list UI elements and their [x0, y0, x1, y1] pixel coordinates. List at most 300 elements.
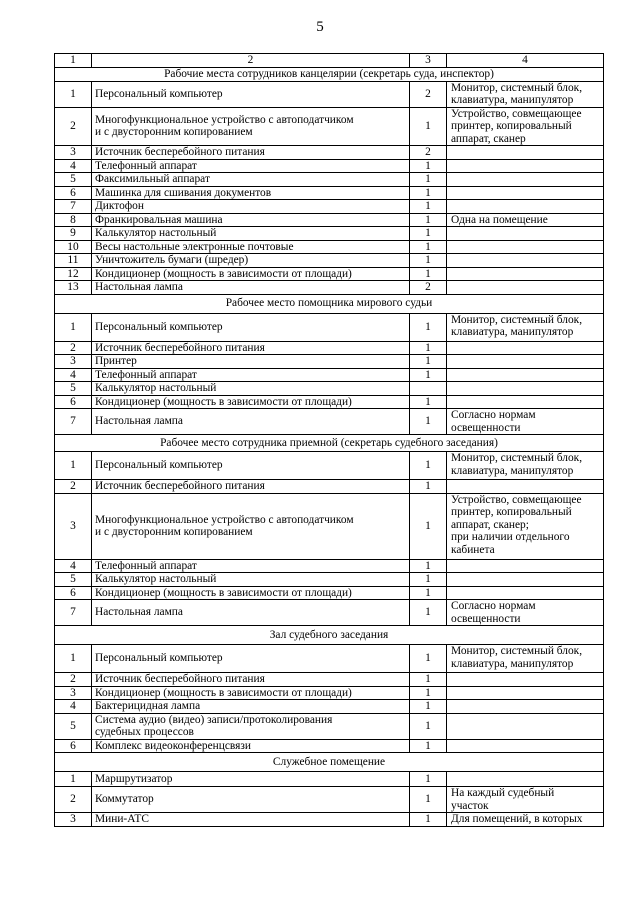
table-row: [55, 200, 604, 214]
row-number: [55, 341, 92, 355]
quantity: [410, 146, 447, 160]
note-text: Монитор, системный блок, клавиатура, манипулятор: [451, 645, 583, 670]
equipment-name: [92, 787, 410, 813]
note: [447, 772, 604, 787]
quantity-text: 1: [425, 320, 431, 333]
header-col-1: 1: [55, 54, 92, 68]
header-col-2: 2: [92, 54, 410, 68]
row-number: [55, 240, 92, 254]
quantity-text: 1: [425, 227, 431, 239]
equipment-name: [92, 146, 410, 160]
table-row: [55, 227, 604, 241]
row-number: [55, 146, 92, 160]
quantity: [410, 686, 447, 700]
note: [447, 600, 604, 626]
equipment-name-text: Кондиционер (мощность в зависимости от площади): [95, 586, 352, 599]
section-title-row: [55, 294, 604, 313]
row-number: [55, 281, 92, 295]
table-row: [55, 395, 604, 409]
row-number: [55, 382, 92, 396]
section-title: Зал судебного заседания: [55, 626, 604, 645]
equipment-name-text: Система аудио (видео) записи/протоколирования судебных процессов: [95, 713, 333, 738]
equipment-name: [92, 186, 410, 200]
equipment-name: [92, 382, 410, 396]
row-number-text: 1: [70, 87, 76, 100]
row-number-text: 3: [70, 355, 76, 367]
equipment-name-text: Телефонный аппарат: [95, 368, 197, 381]
row-number-text: 6: [70, 395, 76, 408]
quantity: [410, 267, 447, 281]
row-number-text: 3: [70, 686, 76, 699]
quantity: [410, 355, 447, 369]
equipment-name-text: Комплекс видеоконференцсвязи: [95, 739, 251, 752]
note: [447, 586, 604, 600]
equipment-name: [92, 713, 410, 739]
note: [447, 452, 604, 480]
row-number-text: 7: [70, 606, 76, 619]
equipment-name-text: Калькулятор настольный: [95, 227, 217, 239]
table-row: [55, 600, 604, 626]
equipment-name: [92, 227, 410, 241]
row-number: [55, 787, 92, 813]
equipment-name-text: Принтер: [95, 355, 137, 367]
table-row: [55, 645, 604, 673]
equipment-name: [92, 452, 410, 480]
table-row: [55, 355, 604, 369]
quantity: [410, 480, 447, 494]
quantity: [410, 200, 447, 214]
note: [447, 686, 604, 700]
equipment-name-text: Франкировальная машина: [95, 213, 223, 226]
row-number-text: 8: [70, 213, 76, 226]
note: [447, 173, 604, 187]
row-number-text: 5: [70, 173, 76, 185]
quantity: [410, 240, 447, 254]
quantity-text: 1: [425, 772, 431, 785]
note: [447, 200, 604, 214]
equipment-name-text: Настольная лампа: [95, 606, 183, 619]
section-title-row: [55, 753, 604, 772]
quantity: [410, 493, 447, 559]
row-number-text: 5: [70, 719, 76, 732]
quantity: [410, 586, 447, 600]
row-number: [55, 713, 92, 739]
equipment-name: [92, 240, 410, 254]
quantity-text: 1: [425, 186, 431, 199]
note: [447, 240, 604, 254]
section-title: Рабочие места сотрудников канцелярии (секретарь суда, инспектор): [55, 67, 604, 81]
quantity: [410, 739, 447, 753]
row-number: [55, 355, 92, 369]
quantity: [410, 227, 447, 241]
row-number-text: 2: [70, 673, 76, 685]
quantity: [410, 254, 447, 268]
row-number: [55, 493, 92, 559]
table-row: [55, 739, 604, 753]
quantity-text: 1: [425, 480, 431, 492]
note: [447, 186, 604, 200]
table-row: [55, 787, 604, 813]
quantity-text: 1: [425, 368, 431, 381]
table-row: [55, 559, 604, 573]
note-text: Согласно нормам освещенности: [451, 409, 536, 434]
equipment-name: [92, 480, 410, 494]
row-number: [55, 368, 92, 382]
equipment-name: [92, 355, 410, 369]
quantity-text: 1: [425, 793, 431, 806]
note: [447, 267, 604, 281]
row-number-text: 13: [67, 281, 79, 293]
equipment-name-text: Кондиционер (мощность в зависимости от площади): [95, 267, 352, 280]
quantity: [410, 600, 447, 626]
note: [447, 81, 604, 107]
quantity-text: 1: [425, 739, 431, 752]
equipment-name-text: Бактерицидная лампа: [95, 700, 201, 712]
quantity-text: 1: [425, 213, 431, 226]
equipment-name: [92, 645, 410, 673]
quantity-text: 1: [425, 240, 431, 253]
table-row: [55, 281, 604, 295]
row-number: [55, 559, 92, 573]
row-number: [55, 313, 92, 341]
note-text: На каждый судебный участок: [451, 787, 555, 812]
row-number-text: 7: [70, 200, 76, 212]
quantity: [410, 452, 447, 480]
note: [447, 213, 604, 227]
row-number-text: 3: [70, 146, 76, 158]
equipment-table: [54, 53, 604, 827]
page-number: 5: [316, 19, 324, 35]
row-number: [55, 452, 92, 480]
table-row: [55, 409, 604, 435]
note: [447, 382, 604, 396]
section-title: Рабочее место сотрудника приемной (секретарь судебного заседания): [55, 435, 604, 452]
row-number: [55, 107, 92, 146]
equipment-name: [92, 395, 410, 409]
equipment-name-text: Персональный компьютер: [95, 459, 223, 472]
quantity-text: 1: [425, 813, 431, 825]
quantity-text: 1: [425, 395, 431, 408]
row-number: [55, 227, 92, 241]
equipment-name-text: Источник бесперебойного питания: [95, 146, 265, 158]
equipment-name-text: Маршрутизатор: [95, 772, 173, 785]
equipment-name-text: Настольная лампа: [95, 281, 183, 293]
equipment-name: [92, 813, 410, 827]
quantity: [410, 645, 447, 673]
note-text: Устройство, совмещающее принтер, копировальный аппарат, сканер; при наличии отдельного кабинета: [451, 493, 582, 556]
row-number-text: 6: [70, 586, 76, 599]
equipment-name-text: Кондиционер (мощность в зависимости от площади): [95, 686, 352, 699]
row-number-text: 2: [70, 120, 76, 132]
row-number-text: 5: [70, 382, 76, 394]
equipment-name-text: Источник бесперебойного питания: [95, 673, 265, 685]
row-number-text: 1: [70, 772, 76, 785]
quantity-text: 1: [425, 673, 431, 685]
equipment-name-text: Калькулятор настольный: [95, 573, 217, 585]
equipment-name: [92, 159, 410, 173]
equipment-name-text: Телефонный аппарат: [95, 159, 197, 172]
header-col-4: 4: [447, 54, 604, 68]
table-row: [55, 700, 604, 714]
quantity: [410, 281, 447, 295]
table-row: [55, 713, 604, 739]
quantity: [410, 559, 447, 573]
table-row: [55, 586, 604, 600]
table-row: [55, 452, 604, 480]
quantity: [410, 573, 447, 587]
row-number-text: 1: [70, 459, 76, 472]
quantity-text: 1: [425, 341, 431, 354]
equipment-name: [92, 700, 410, 714]
note: [447, 713, 604, 739]
note: [447, 673, 604, 687]
section-title: Рабочее место помощника мирового судьи: [55, 294, 604, 313]
row-number: [55, 200, 92, 214]
note: [447, 146, 604, 160]
row-number: [55, 813, 92, 827]
row-number-text: 5: [70, 573, 76, 585]
note-text: Согласно нормам освещенности: [451, 600, 536, 625]
row-number-text: 4: [70, 700, 76, 712]
table-row: [55, 186, 604, 200]
row-number-text: 7: [70, 415, 76, 428]
quantity-text: 1: [425, 267, 431, 280]
row-number-text: 4: [70, 559, 76, 572]
row-number: [55, 600, 92, 626]
equipment-name: [92, 267, 410, 281]
equipment-name: [92, 107, 410, 146]
section-title: Служебное помещение: [55, 753, 604, 772]
equipment-name-text: Многофункциональное устройство с автоподатчиком и с двусторонним копированием: [95, 113, 354, 139]
quantity-text: 1: [425, 355, 431, 367]
row-number-text: 11: [67, 254, 79, 266]
row-number-text: 4: [70, 159, 76, 172]
note-text: Одна на помещение: [451, 213, 548, 226]
equipment-name: [92, 600, 410, 626]
table-row: [55, 213, 604, 227]
row-number-text: 2: [70, 341, 76, 354]
equipment-name: [92, 173, 410, 187]
quantity-text: 1: [425, 459, 431, 472]
note: [447, 355, 604, 369]
note: [447, 281, 604, 295]
equipment-name: [92, 254, 410, 268]
note: [447, 813, 604, 827]
table-row: [55, 493, 604, 559]
note: [447, 107, 604, 146]
equipment-name-text: Весы настольные электронные почтовые: [95, 240, 294, 253]
row-number: [55, 395, 92, 409]
quantity-text: 1: [425, 700, 431, 712]
row-number: [55, 213, 92, 227]
row-number-text: 2: [70, 793, 76, 806]
quantity: [410, 213, 447, 227]
quantity: [410, 173, 447, 187]
equipment-name-text: Настольная лампа: [95, 415, 183, 428]
row-number-text: 6: [70, 739, 76, 752]
quantity: [410, 159, 447, 173]
note: [447, 559, 604, 573]
quantity-text: 2: [425, 281, 431, 293]
equipment-name-text: Калькулятор настольный: [95, 382, 217, 394]
note: [447, 739, 604, 753]
quantity: [410, 395, 447, 409]
table-row: [55, 686, 604, 700]
table-row: [55, 341, 604, 355]
table-row: [55, 772, 604, 787]
row-number: [55, 772, 92, 787]
row-number: [55, 673, 92, 687]
equipment-name-text: Диктофон: [95, 200, 144, 212]
table-row: [55, 382, 604, 396]
equipment-name: [92, 686, 410, 700]
row-number: [55, 254, 92, 268]
row-number-text: 2: [70, 480, 76, 492]
quantity-text: 1: [425, 173, 431, 185]
row-number: [55, 573, 92, 587]
quantity: [410, 81, 447, 107]
row-number: [55, 159, 92, 173]
quantity: [410, 313, 447, 341]
quantity-text: 1: [425, 652, 431, 665]
quantity: [410, 713, 447, 739]
quantity-text: 1: [425, 254, 431, 266]
equipment-name-text: Источник бесперебойного питания: [95, 480, 265, 492]
quantity-text: 1: [425, 586, 431, 599]
quantity-text: 1: [425, 519, 431, 532]
equipment-name: [92, 200, 410, 214]
equipment-name-text: Кондиционер (мощность в зависимости от площади): [95, 395, 352, 408]
equipment-name-text: Уничтожитель бумаги (шредер): [95, 254, 249, 266]
note: [447, 395, 604, 409]
header-col-3: 3: [410, 54, 447, 68]
row-number: [55, 586, 92, 600]
table-row: [55, 173, 604, 187]
equipment-name-text: Источник бесперебойного питания: [95, 341, 265, 354]
quantity: [410, 787, 447, 813]
equipment-name: [92, 739, 410, 753]
equipment-name-text: Машинка для сшивания документов: [95, 186, 272, 199]
row-number-text: 12: [67, 267, 79, 280]
note: [447, 227, 604, 241]
row-number: [55, 409, 92, 435]
quantity-text: 1: [425, 120, 431, 132]
row-number-text: 10: [67, 240, 79, 253]
quantity-text: 1: [425, 200, 431, 212]
quantity-text: 1: [425, 159, 431, 172]
note: [447, 254, 604, 268]
equipment-name: [92, 409, 410, 435]
equipment-name-text: Персональный компьютер: [95, 652, 223, 665]
quantity: [410, 700, 447, 714]
row-number: [55, 686, 92, 700]
note: [447, 573, 604, 587]
note: [447, 645, 604, 673]
row-number-text: 6: [70, 186, 76, 199]
section-title-row: [55, 435, 604, 452]
note: [447, 787, 604, 813]
note: [447, 493, 604, 559]
equipment-name-text: Мини-АТС: [95, 813, 149, 825]
note: [447, 313, 604, 341]
equipment-name: [92, 368, 410, 382]
equipment-name: [92, 281, 410, 295]
quantity: [410, 382, 447, 396]
quantity: [410, 107, 447, 146]
note-text: Монитор, системный блок, клавиатура, манипулятор: [451, 81, 583, 106]
equipment-name: [92, 673, 410, 687]
table-row: [55, 673, 604, 687]
equipment-name-text: Факсимильный аппарат: [95, 173, 210, 185]
row-number-text: 9: [70, 227, 76, 239]
equipment-name: [92, 586, 410, 600]
quantity-text: 1: [425, 686, 431, 699]
note-text: Для помещений, в которых: [451, 813, 583, 825]
equipment-name-text: Персональный компьютер: [95, 87, 223, 100]
row-number-text: 4: [70, 368, 76, 381]
table-row: [55, 159, 604, 173]
equipment-name: [92, 341, 410, 355]
equipment-name: [92, 313, 410, 341]
note: [447, 409, 604, 435]
row-number: [55, 739, 92, 753]
row-number-text: 1: [70, 320, 76, 333]
row-number: [55, 173, 92, 187]
quantity: [410, 772, 447, 787]
table-row: [55, 240, 604, 254]
quantity-text: 2: [425, 87, 431, 100]
row-number-text: 1: [70, 652, 76, 665]
note: [447, 159, 604, 173]
quantity: [410, 186, 447, 200]
table-row: [55, 813, 604, 827]
table-row: [55, 368, 604, 382]
equipment-name-text: Многофункциональное устройство с автоподатчиком и с двусторонним копированием: [95, 513, 354, 538]
note: [447, 480, 604, 494]
table-row: [55, 254, 604, 268]
row-number: [55, 645, 92, 673]
note: [447, 700, 604, 714]
quantity-text: 1: [425, 606, 431, 619]
row-number-text: 3: [70, 813, 76, 825]
note: [447, 341, 604, 355]
note-text: Устройство, совмещающее принтер, копировальный аппарат, сканер: [451, 107, 582, 145]
equipment-name: [92, 81, 410, 107]
quantity-text: 1: [425, 719, 431, 732]
equipment-name: [92, 493, 410, 559]
section-title-row: [55, 67, 604, 81]
table-row: [55, 313, 604, 341]
equipment-name: [92, 559, 410, 573]
table-row: [55, 81, 604, 107]
equipment-name: [92, 573, 410, 587]
note-text: Монитор, системный блок, клавиатура, манипулятор: [451, 452, 583, 477]
table-row: [55, 267, 604, 281]
table-header-row: [55, 54, 604, 68]
table-row: [55, 573, 604, 587]
quantity-text: 1: [425, 559, 431, 572]
row-number: [55, 267, 92, 281]
quantity: [410, 341, 447, 355]
row-number: [55, 81, 92, 107]
row-number: [55, 700, 92, 714]
table-row: [55, 480, 604, 494]
row-number: [55, 186, 92, 200]
table-row: [55, 146, 604, 160]
quantity-text: 1: [425, 415, 431, 428]
quantity: [410, 368, 447, 382]
section-title-row: [55, 626, 604, 645]
